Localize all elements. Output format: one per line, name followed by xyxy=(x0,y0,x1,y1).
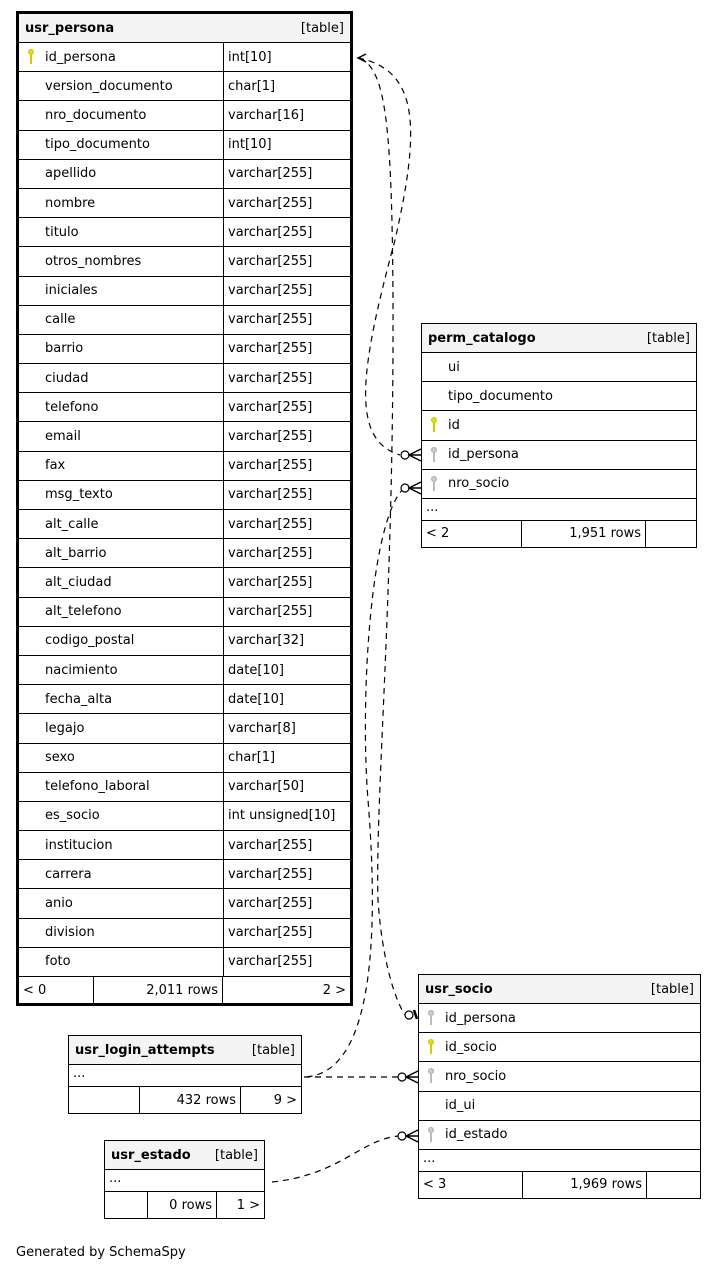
foreign-key-icon xyxy=(428,1127,436,1143)
parents-link[interactable]: < 3 xyxy=(419,1172,523,1198)
column-row[interactable] xyxy=(19,131,350,160)
table-kind: [table] xyxy=(646,330,690,346)
column-name: nro_socio xyxy=(445,1068,507,1084)
column-name-cell xyxy=(19,393,223,421)
column-name: tipo_documento xyxy=(45,137,150,153)
primary-key-icon xyxy=(431,417,439,433)
column-row[interactable] xyxy=(19,598,350,627)
column-row[interactable] xyxy=(19,452,350,481)
column-type: varchar[255] xyxy=(223,160,350,188)
column-name: id_persona xyxy=(45,49,116,65)
column-row[interactable] xyxy=(19,889,350,918)
column-name: alt_barrio xyxy=(45,545,107,561)
column-name: nombre xyxy=(45,195,96,211)
column-name: tipo_documento xyxy=(448,388,553,404)
column-type: varchar[255] xyxy=(223,277,350,305)
parents-link[interactable]: < 2 xyxy=(422,521,522,547)
column-name: id_estado xyxy=(445,1127,508,1143)
column-type: varchar[255] xyxy=(223,948,350,976)
parents-link[interactable]: < 0 xyxy=(19,977,94,1003)
column-name: email xyxy=(45,429,81,445)
column-name: nro_documento xyxy=(45,107,147,123)
column-name-cell xyxy=(19,598,223,626)
foreign-key-icon xyxy=(428,1068,436,1084)
column-name-cell xyxy=(19,539,223,567)
more-columns: ... xyxy=(105,1170,264,1192)
column-type: int unsigned[10] xyxy=(223,802,350,830)
children-link[interactable]: 2 > xyxy=(322,982,346,998)
more-columns: ... xyxy=(419,1150,700,1172)
column-row[interactable] xyxy=(19,802,350,831)
column-row[interactable] xyxy=(19,364,350,393)
column-name-cell xyxy=(19,919,223,947)
column-name: institucion xyxy=(45,837,113,853)
column-row[interactable] xyxy=(422,411,696,440)
column-type: varchar[255] xyxy=(223,919,350,947)
column-row[interactable] xyxy=(19,539,350,568)
table-header xyxy=(105,1141,264,1170)
children-link[interactable]: 9 > xyxy=(273,1092,297,1108)
column-type: varchar[32] xyxy=(223,627,350,655)
column-name: alt_calle xyxy=(45,516,99,532)
column-type: date[10] xyxy=(223,656,350,684)
column-row[interactable] xyxy=(19,160,350,189)
column-name: fax xyxy=(45,458,66,474)
column-name-cell xyxy=(19,247,223,275)
table-usr-estado[interactable] xyxy=(104,1140,265,1219)
column-name-cell xyxy=(19,72,223,100)
table-kind: [table] xyxy=(214,1147,258,1163)
foreign-key-icon xyxy=(428,1010,436,1026)
column-name-cell xyxy=(19,773,223,801)
column-name-cell xyxy=(19,568,223,596)
column-type: varchar[255] xyxy=(223,335,350,363)
column-row[interactable] xyxy=(19,860,350,889)
row-count: 1,951 rows xyxy=(522,521,646,547)
column-name: telefono_laboral xyxy=(45,779,150,795)
column-name: carrera xyxy=(45,866,92,882)
column-name: version_documento xyxy=(45,78,173,94)
column-name-cell xyxy=(19,189,223,217)
column-name: apellido xyxy=(45,166,97,182)
column-name: legajo xyxy=(45,720,85,736)
table-footer xyxy=(105,1192,264,1218)
column-row[interactable] xyxy=(19,831,350,860)
column-row[interactable] xyxy=(19,568,350,597)
column-type: varchar[255] xyxy=(223,831,350,859)
crow-foot-many-icon xyxy=(406,1071,418,1083)
link-usr-socio-id-persona xyxy=(360,58,405,1015)
column-name-cell xyxy=(19,744,223,772)
column-row[interactable] xyxy=(19,744,350,773)
column-name-cell xyxy=(19,306,223,334)
column-name: barrio xyxy=(45,341,84,357)
column-name: sexo xyxy=(45,750,75,766)
column-name-cell xyxy=(19,101,223,129)
column-name-cell xyxy=(19,889,223,917)
column-name-cell xyxy=(419,1004,700,1032)
arrow-head-icon xyxy=(358,54,366,62)
column-row[interactable] xyxy=(19,43,350,72)
column-row[interactable] xyxy=(419,1121,700,1150)
column-name: id_socio xyxy=(445,1039,497,1055)
column-row[interactable] xyxy=(19,335,350,364)
column-name: anio xyxy=(45,896,73,912)
more-columns: ... xyxy=(69,1065,301,1087)
column-type: varchar[255] xyxy=(223,189,350,217)
column-row[interactable] xyxy=(19,277,350,306)
column-name: id xyxy=(448,417,460,433)
table-name[interactable]: usr_login_attempts xyxy=(75,1042,215,1058)
column-name: id_ui xyxy=(445,1098,476,1114)
column-name-cell xyxy=(19,831,223,859)
column-name: otros_nombres xyxy=(45,253,142,269)
table-footer xyxy=(419,1172,700,1198)
column-type: varchar[8] xyxy=(223,714,350,742)
column-row[interactable] xyxy=(19,247,350,276)
table-perm-catalogo[interactable] xyxy=(421,323,697,548)
column-name: foto xyxy=(45,954,71,970)
column-type: varchar[255] xyxy=(223,860,350,888)
column-type: varchar[255] xyxy=(223,247,350,275)
column-row[interactable] xyxy=(19,948,350,977)
column-name: nacimiento xyxy=(45,662,118,678)
table-name[interactable]: usr_estado xyxy=(111,1147,191,1163)
column-name-cell xyxy=(19,277,223,305)
column-row[interactable] xyxy=(19,656,350,685)
column-name: ui xyxy=(448,359,460,375)
column-name-cell xyxy=(19,627,223,655)
generated-by-label: Generated by SchemaSpy xyxy=(16,1245,186,1260)
crow-foot-many-icon xyxy=(406,1130,418,1142)
table-name[interactable]: usr_socio xyxy=(425,981,493,997)
column-row[interactable] xyxy=(19,306,350,335)
column-name: nro_socio xyxy=(448,476,510,492)
column-row[interactable] xyxy=(19,510,350,539)
primary-key-icon xyxy=(28,49,36,65)
row-count: 2,011 rows xyxy=(94,977,223,1003)
column-name: msg_texto xyxy=(45,487,113,503)
column-row[interactable] xyxy=(19,218,350,247)
crow-foot-many-icon xyxy=(409,482,421,494)
children-link[interactable]: 1 > xyxy=(236,1197,260,1213)
column-name: id_persona xyxy=(445,1010,516,1026)
table-header xyxy=(19,14,350,43)
column-type: varchar[255] xyxy=(223,510,350,538)
column-row[interactable] xyxy=(19,481,350,510)
column-row[interactable] xyxy=(19,72,350,101)
table-usr-socio[interactable] xyxy=(418,974,701,1199)
column-row[interactable] xyxy=(419,1092,700,1121)
column-name-cell xyxy=(19,452,223,480)
column-name-cell xyxy=(19,218,223,246)
column-name-cell xyxy=(422,411,696,439)
column-type: char[1] xyxy=(223,744,350,772)
crow-foot-many-icon xyxy=(409,449,421,461)
column-name-cell xyxy=(419,1033,700,1061)
column-name-cell xyxy=(422,382,696,410)
column-name: ciudad xyxy=(45,370,89,386)
parents-link[interactable] xyxy=(69,1087,140,1113)
column-row[interactable] xyxy=(19,685,350,714)
row-count: 0 rows xyxy=(148,1192,217,1218)
column-type: varchar[255] xyxy=(223,393,350,421)
column-name-cell xyxy=(19,131,223,159)
column-name-cell xyxy=(19,685,223,713)
column-type: varchar[255] xyxy=(223,539,350,567)
foreign-key-icon xyxy=(431,476,439,492)
column-row[interactable] xyxy=(419,1062,700,1091)
column-row[interactable] xyxy=(19,714,350,743)
column-name-cell xyxy=(422,353,696,381)
link-usr-socio-id-estado xyxy=(272,1136,398,1182)
column-row[interactable] xyxy=(19,627,350,656)
column-type: varchar[255] xyxy=(223,306,350,334)
column-name-cell xyxy=(19,948,223,976)
children-link[interactable] xyxy=(646,521,696,547)
row-count: 432 rows xyxy=(140,1087,241,1113)
column-name: telefono xyxy=(45,399,99,415)
column-name: es_socio xyxy=(45,808,100,824)
column-type: varchar[255] xyxy=(223,889,350,917)
column-name-cell xyxy=(19,860,223,888)
column-name-cell xyxy=(19,802,223,830)
parents-link[interactable] xyxy=(105,1192,148,1218)
column-name-cell xyxy=(19,656,223,684)
column-row[interactable] xyxy=(422,441,696,470)
foreign-key-icon xyxy=(431,447,439,463)
table-footer xyxy=(422,521,696,547)
column-row[interactable] xyxy=(19,101,350,130)
column-type: int[10] xyxy=(223,43,350,71)
table-kind: [table] xyxy=(650,981,694,997)
column-name: calle xyxy=(45,312,76,328)
column-name-cell xyxy=(19,510,223,538)
children-link[interactable] xyxy=(647,1172,700,1198)
table-footer xyxy=(69,1087,301,1113)
table-header xyxy=(69,1036,301,1065)
column-type: varchar[255] xyxy=(223,481,350,509)
column-row[interactable] xyxy=(422,353,696,382)
column-row[interactable] xyxy=(19,773,350,802)
column-name-cell xyxy=(422,470,696,498)
column-name: division xyxy=(45,925,95,941)
column-type: varchar[255] xyxy=(223,568,350,596)
table-kind: [table] xyxy=(300,20,344,36)
crow-foot-one-icon xyxy=(414,1010,417,1019)
column-type: int[10] xyxy=(223,131,350,159)
column-name: iniciales xyxy=(45,283,98,299)
column-type: varchar[255] xyxy=(223,598,350,626)
column-type: varchar[255] xyxy=(223,218,350,246)
link-perm-catalogo-id-persona xyxy=(358,58,411,455)
column-type: varchar[16] xyxy=(223,101,350,129)
column-type: char[1] xyxy=(223,72,350,100)
column-name: titulo xyxy=(45,224,79,240)
column-name-cell xyxy=(419,1062,700,1090)
column-type: varchar[255] xyxy=(223,422,350,450)
column-name-cell xyxy=(19,364,223,392)
column-name-cell xyxy=(19,160,223,188)
column-row[interactable] xyxy=(19,919,350,948)
column-name-cell xyxy=(19,714,223,742)
column-name-cell xyxy=(419,1092,700,1120)
column-name-cell xyxy=(19,422,223,450)
column-row[interactable] xyxy=(19,189,350,218)
crow-foot-optional-icon xyxy=(405,1011,413,1019)
table-name[interactable]: perm_catalogo xyxy=(428,330,536,346)
column-row[interactable] xyxy=(419,1004,700,1033)
column-row[interactable] xyxy=(19,422,350,451)
column-row[interactable] xyxy=(419,1033,700,1062)
column-type: varchar[255] xyxy=(223,364,350,392)
table-header xyxy=(419,975,700,1004)
column-name-cell xyxy=(19,335,223,363)
column-name: codigo_postal xyxy=(45,633,135,649)
table-kind: [table] xyxy=(251,1042,295,1058)
column-name: id_persona xyxy=(448,447,519,463)
column-type: varchar[50] xyxy=(223,773,350,801)
column-name-cell xyxy=(19,43,223,71)
table-footer xyxy=(19,977,350,1003)
column-name: alt_telefono xyxy=(45,604,122,620)
table-name[interactable]: usr_persona xyxy=(25,20,115,36)
more-columns: ... xyxy=(422,499,696,521)
column-name: fecha_alta xyxy=(45,691,113,707)
table-usr-login-attempts[interactable] xyxy=(68,1035,302,1114)
column-type: date[10] xyxy=(223,685,350,713)
column-name: alt_ciudad xyxy=(45,574,112,590)
column-row[interactable] xyxy=(422,382,696,411)
row-count: 1,969 rows xyxy=(523,1172,647,1198)
column-type: varchar[255] xyxy=(223,452,350,480)
table-header xyxy=(422,324,696,353)
column-name-cell xyxy=(419,1121,700,1149)
column-name-cell xyxy=(422,441,696,469)
column-row[interactable] xyxy=(19,393,350,422)
table-usr-persona[interactable] xyxy=(16,11,353,1006)
column-row[interactable] xyxy=(422,470,696,499)
column-name-cell xyxy=(19,481,223,509)
primary-key-icon xyxy=(428,1039,436,1055)
